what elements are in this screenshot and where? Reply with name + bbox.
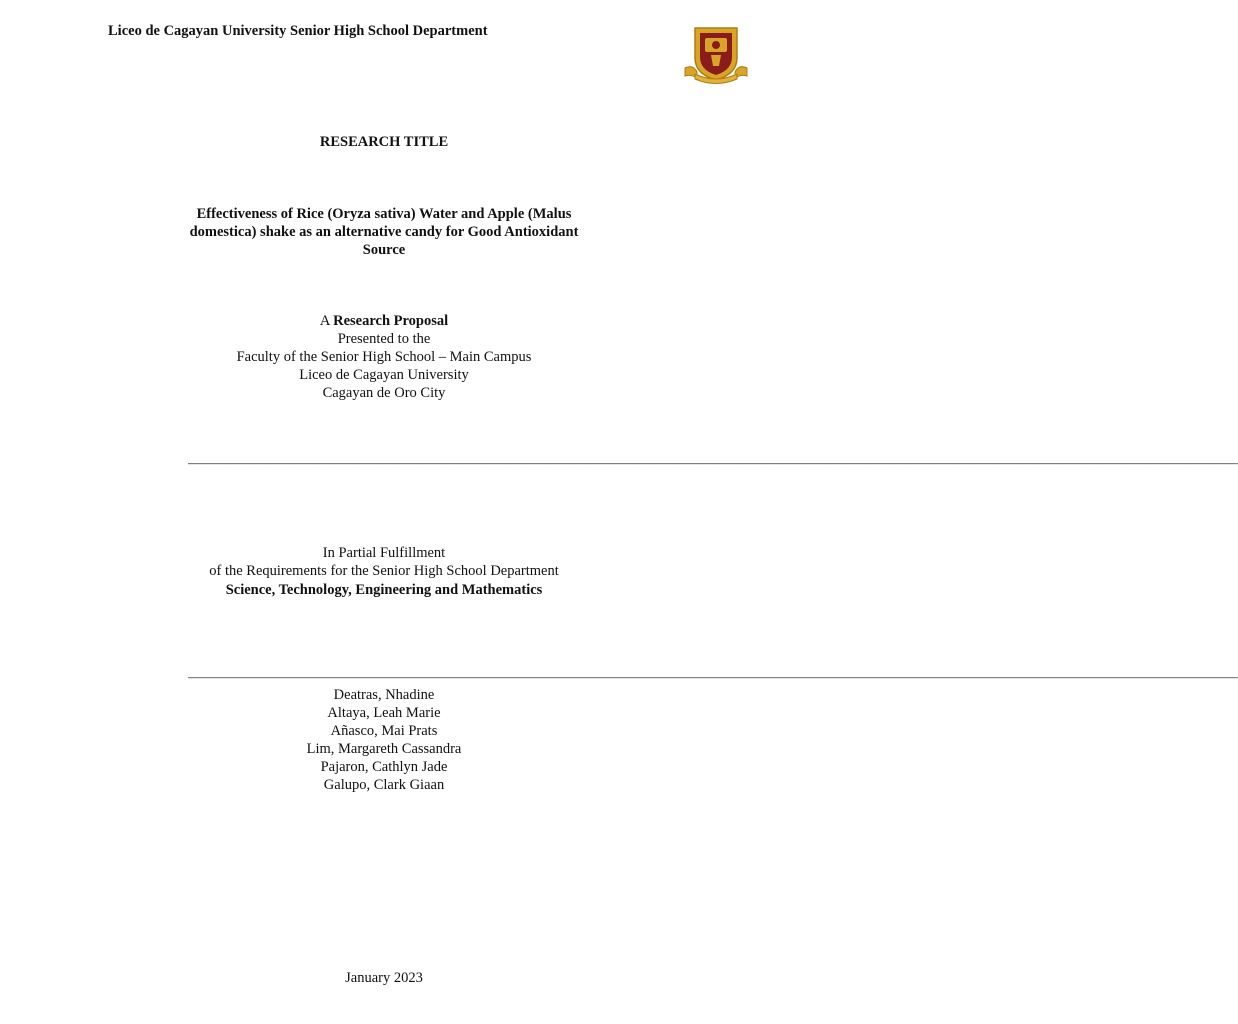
research-title-heading: RESEARCH TITLE xyxy=(319,134,449,150)
proposal-line: Liceo de Cagayan University xyxy=(299,367,469,383)
author-name: Pajaron, Cathlyn Jade xyxy=(320,759,448,775)
proposal-type-label: Research Proposal xyxy=(333,313,449,329)
separator-line: —————————————————————————————————————————————————————————————————————————————————— xyxy=(188,455,1238,470)
author-name: Altaya, Leah Marie xyxy=(327,705,441,721)
author-name: Deatras, Nhadine xyxy=(333,687,435,703)
research-title-line: Effectiveness of Rice (Oryza sativa) Water and Apple (Malus xyxy=(196,206,572,222)
proposal-type xyxy=(0,312,768,330)
university-seal-icon xyxy=(683,24,749,86)
research-title-line: domestica) shake as an alternative candy for Good Antioxidant xyxy=(189,224,579,240)
strand-label: Science, Technology, Engineering and Mathematics xyxy=(225,582,543,598)
author-name: Lim, Margareth Cassandra xyxy=(306,741,462,757)
document-date: January 2023 xyxy=(345,970,423,986)
proposal-line: Presented to the xyxy=(337,331,431,347)
research-title-line: Source xyxy=(362,242,406,258)
proposal-article: A xyxy=(319,313,334,329)
author-name: Galupo, Clark Giaan xyxy=(323,777,445,793)
institution-header: Liceo de Cagayan University Senior High School Department xyxy=(108,23,488,39)
fulfillment-line: In Partial Fulfillment xyxy=(322,545,446,561)
fulfillment-line: of the Requirements for the Senior High School Department xyxy=(209,563,559,579)
separator-line: —————————————————————————————————————————————————————————————————————————————————— xyxy=(188,669,1238,684)
proposal-line: Faculty of the Senior High School – Main Campus xyxy=(236,349,532,365)
proposal-line: Cagayan de Oro City xyxy=(322,385,446,401)
author-name: Añasco, Mai Prats xyxy=(330,723,438,739)
